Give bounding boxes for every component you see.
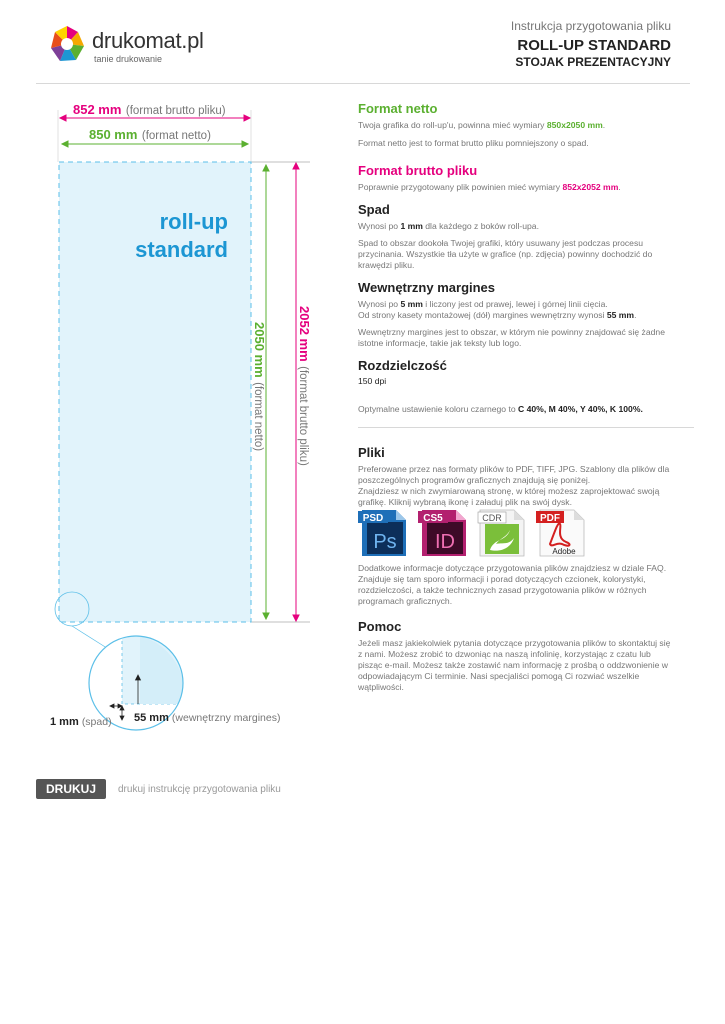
margines-text-1: Wynosi po 5 mm i liczony jest od prawej, lewej i górnej linii cięcia. Od strony kasety montażowej (dół) margines wewnętrzny wynosi 55 mm. <box>358 299 637 320</box>
pliki-text-1: Preferowane przez nas formaty plików to PDF, TIFF, JPG. Szablony dla plików dla poszczególnych programów graficznych znajdują się poniżej. <box>358 464 670 485</box>
corel-icon-tag: CDR <box>482 513 502 523</box>
brutto-height-label: 2052 mm (format brutto pliku) <box>297 306 312 466</box>
psd-template-icon[interactable] <box>358 508 410 563</box>
section-pomoc <box>358 619 676 693</box>
section-faq-info <box>358 563 676 607</box>
heading-pomoc: Pomoc <box>358 619 402 634</box>
pdf-icon-glyph: Adobe <box>552 547 576 556</box>
pdf-icon-tag: PDF <box>540 513 560 524</box>
brutto-width-label: 852 mm (format brutto pliku) <box>73 102 226 117</box>
section-divider <box>358 427 694 428</box>
document-subtitle: Instrukcja przygotowania pliku <box>510 19 671 33</box>
pdf-template-icon[interactable] <box>536 508 588 563</box>
logo-tagline: tanie drukowanie <box>94 54 163 64</box>
pomoc-text: Jeżeli masz jakiekolwiek pytania dotyczące przygotowania plików to skontaktuj się z nami. Możesz zrobić to dzwoniąc na naszą infolinię, korzystając z czatu lub pisząc e-mail. Możesz także zostawić nam informację z prośbą o oddzwonienie w odpowiadającym Ci terminie. Nasi specjaliści pomogą Ci rozwiać wszelkie wątpliwości. <box>358 638 671 692</box>
section-margines <box>358 280 676 349</box>
netto-width-label: 850 mm (format netto) <box>89 127 211 142</box>
black-color-text: Optymalne ustawienie koloru czarnego to C 40%, M 40%, Y 40%, K 100%. <box>358 404 643 414</box>
indesign-icon-tag: CS5 <box>423 513 443 524</box>
logo-name[interactable]: drukomat.pl <box>92 28 204 53</box>
margines-text-2: Wewnętrzny margines jest to obszar, w którym nie powinny znajdować się żadne istotne informacje, takie jak teksty lub logo. <box>358 327 665 348</box>
section-rozdzielczosc <box>358 358 676 415</box>
pliki-text-2: Znajdziesz w nich zwymiarowaną stronę, w której możesz zaprojektować swoją grafikę. Kliknij wybraną ikonę i załaduj plik na swój dysk. <box>358 486 660 507</box>
section-spad <box>358 202 676 271</box>
heading-pliki: Pliki <box>358 445 385 460</box>
document-title: ROLL-UP STANDARD <box>517 37 671 54</box>
netto-text-2: Format netto jest to format brutto pliku pomniejszony o spad. <box>358 138 589 148</box>
pliki-text-3: Dodatkowe informacje dotyczące przygotowania plików znajdziesz w dziale FAQ. Znajduje się tam sporo informacji i porad dotyczących czcionek, kolorystyki, rozdzielczości, a także technicznych zasad przygotowania plików w różnych programach graficznych. <box>358 563 667 606</box>
netto-text-1: Twoja grafika do roll-up'u, powinna mieć wymiary 850x2050 mm. <box>358 120 606 130</box>
brutto-text-1: Poprawnie przygotowany plik powinien mieć wymiary 852x2052 mm. <box>358 182 621 192</box>
indesign-template-icon[interactable] <box>418 508 470 563</box>
psd-icon-glyph: Ps <box>373 531 397 553</box>
margin-label: 55 mm (wewnętrzny margines) <box>134 712 281 724</box>
product-name-line1: roll-up <box>159 209 228 234</box>
spad-text-1: Wynosi po 1 mm dla każdego z boków roll-upa. <box>358 221 539 231</box>
indesign-icon-glyph: ID <box>435 531 455 553</box>
bleed-label: 1 mm (spad) <box>50 716 112 728</box>
heading-margines: Wewnętrzny margines <box>358 280 496 295</box>
psd-icon-tag: PSD <box>362 513 384 524</box>
netto-height-label: 2050 mm (format netto) <box>252 322 267 452</box>
print-note[interactable]: drukuj instrukcję przygotowania pliku <box>118 784 281 795</box>
product-name-line2: standard <box>135 237 228 262</box>
heading-format-brutto: Format brutto pliku <box>358 163 478 178</box>
heading-spad: Spad <box>358 202 390 217</box>
section-pliki <box>358 445 676 508</box>
heading-rozdzielczosc: Rozdzielczość <box>358 358 447 373</box>
section-format-brutto <box>358 163 676 193</box>
heading-format-netto: Format netto <box>358 101 438 116</box>
document-title-secondary: STOJAK PREZENTACYJNY <box>515 55 671 69</box>
spad-text-2: Spad to obszar dookoła Twojej grafiki, który usuwany jest podczas procesu przycinania. Wszystkie tła użyte w grafice (np. zdjęcia) powinny dochodzić do krawędzi pliku. <box>358 238 653 270</box>
product-name <box>100 208 228 264</box>
resolution-value: 150 dpi <box>358 376 387 386</box>
corel-template-icon[interactable] <box>476 508 528 563</box>
print-button[interactable]: DRUKUJ <box>36 779 106 799</box>
section-format-netto <box>358 101 676 149</box>
